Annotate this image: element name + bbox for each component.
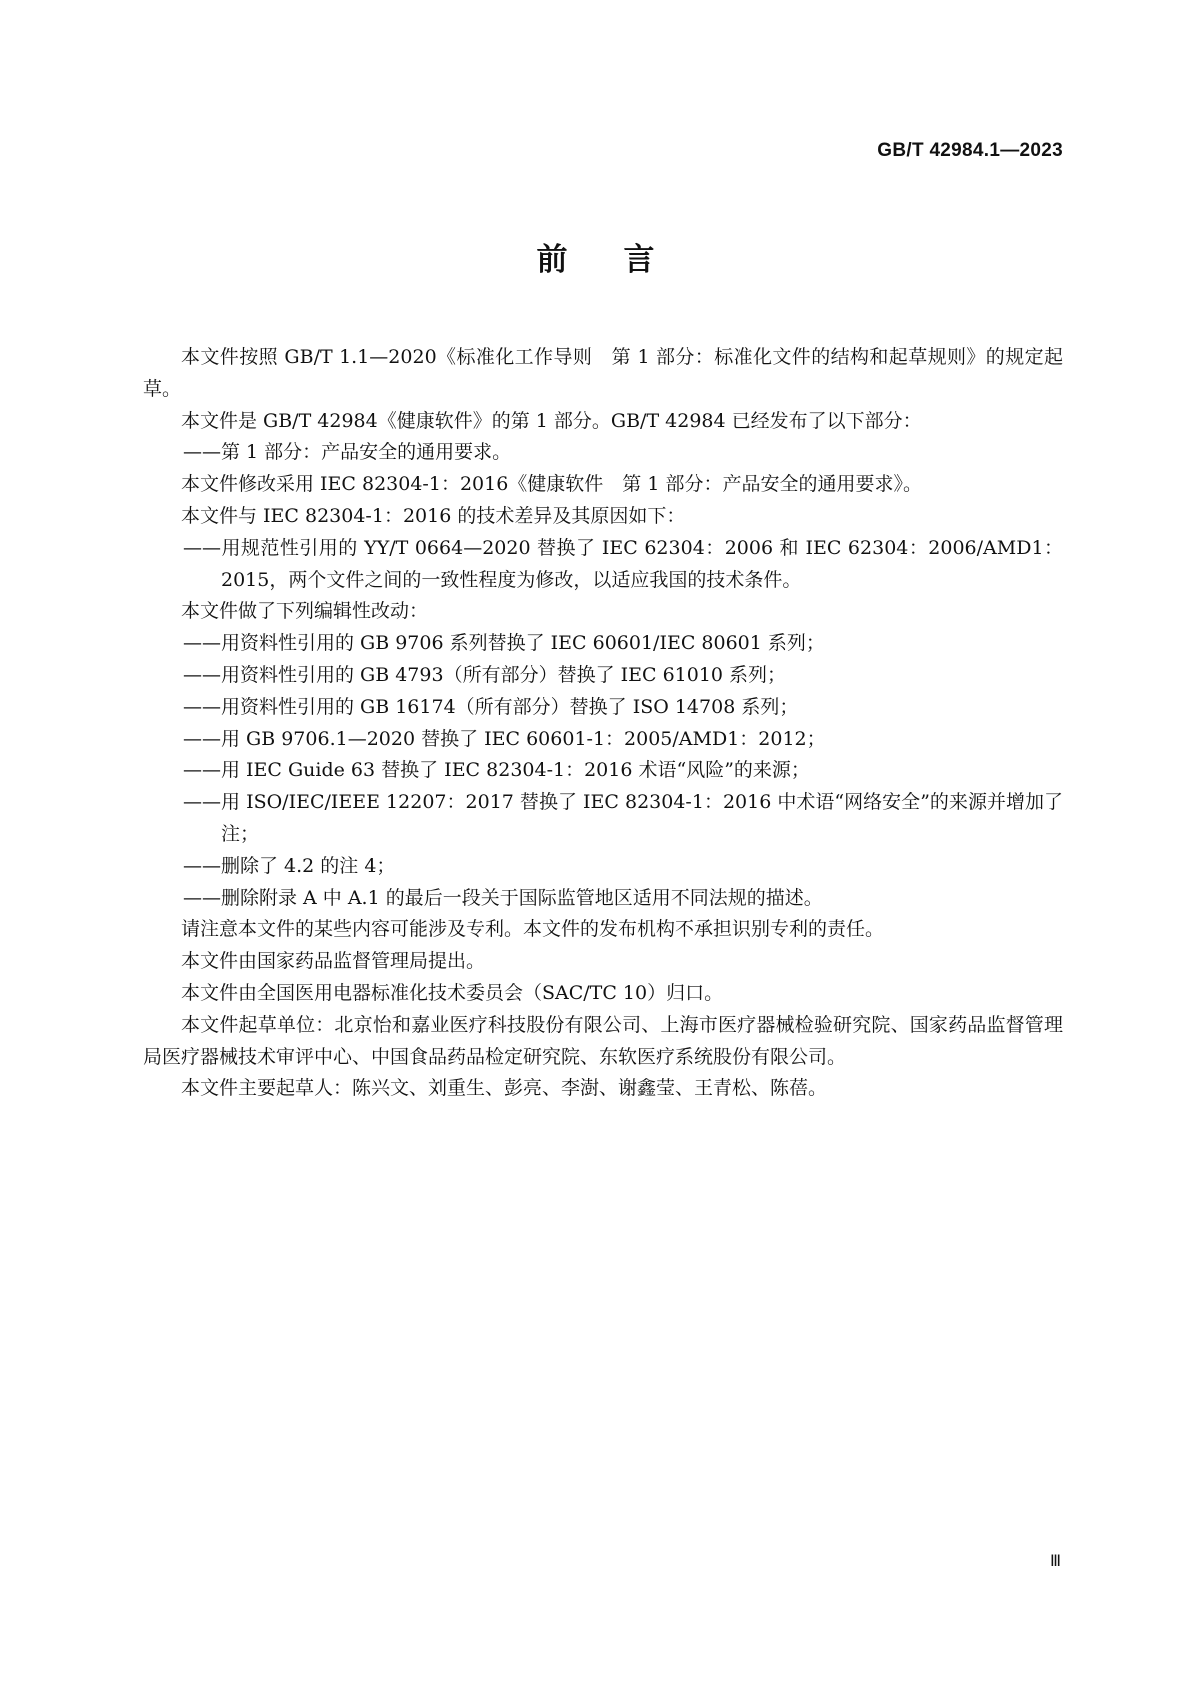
paragraph: 本文件主要起草人：陈兴文、刘重生、彭亮、李澍、谢鑫莹、王青松、陈蓓。 — [181, 1077, 828, 1100]
paragraph: 本文件起草单位：北京怡和嘉业医疗科技股份有限公司、上海市医疗器械检验研究院、国家药品监督管理局医疗器械技术审评中心、中国食品药品检定研究院、东软医疗系统股份有限公司。 — [143, 1013, 1063, 1068]
paragraph: 本文件做了下列编辑性改动： — [181, 600, 429, 623]
page-number: Ⅲ — [1049, 1551, 1061, 1570]
paragraph: 本文件是 GB/T 42984《健康软件》的第 1 部分。GB/T 42984 已经发布了以下部分： — [181, 409, 922, 432]
standard-code: GB/T 42984.1—2023 — [877, 140, 1063, 161]
paragraph: 本文件由国家药品监督管理局提出。 — [181, 950, 486, 973]
list-item: ——用资料性引用的 GB 16174（所有部分）替换了 ISO 14708 系列； — [183, 695, 799, 718]
list-item: ——用资料性引用的 GB 9706 系列替换了 IEC 60601/IEC 80601 系列； — [183, 632, 825, 655]
list-item: ——删除附录 A 中 A.1 的最后一段关于国际监管地区适用不同法规的描述。 — [183, 886, 823, 909]
list-item: ——用 ISO/IEC/IEEE 12207：2017 替换了 IEC 82304-1：2016 中术语“网络安全”的来源并增加了注； — [183, 791, 1063, 845]
list-item: ——用 GB 9706.1—2020 替换了 IEC 60601-1：2005/AMD1：2012； — [183, 727, 826, 750]
list-item: ——用资料性引用的 GB 4793（所有部分）替换了 IEC 61010 系列； — [183, 663, 787, 686]
paragraph: 本文件修改采用 IEC 82304-1：2016《健康软件 第 1 部分：产品安全的通用要求》。 — [181, 473, 922, 496]
page-title: 前言 — [536, 242, 711, 278]
paragraph: 请注意本文件的某些内容可能涉及专利。本文件的发布机构不承担识别专利的责任。 — [181, 918, 885, 941]
list-item: ——删除了 4.2 的注 4； — [183, 854, 396, 877]
list-item: ——用 IEC Guide 63 替换了 IEC 82304-1：2016 术语“风险”的来源； — [183, 759, 810, 782]
paragraph: 本文件由全国医用电器标准化技术委员会（SAC/TC 10）归口。 — [181, 981, 724, 1004]
paragraph: 本文件与 IEC 82304-1：2016 的技术差异及其原因如下： — [181, 504, 686, 527]
paragraph: 本文件按照 GB/T 1.1—2020《标准化工作导则 第 1 部分：标准化文件的结构和起草规则》的规定起草。 — [143, 346, 1063, 400]
list-item: ——第 1 部分：产品安全的通用要求。 — [183, 441, 512, 464]
list-item: ——用规范性引用的 YY/T 0664—2020 替换了 IEC 62304：2006 和 IEC 62304：2006/AMD1：2015，两个文件之间的一致性程度为修改，以适应我国的技术条件。 — [183, 536, 1063, 591]
foreword-body — [143, 342, 1063, 1105]
